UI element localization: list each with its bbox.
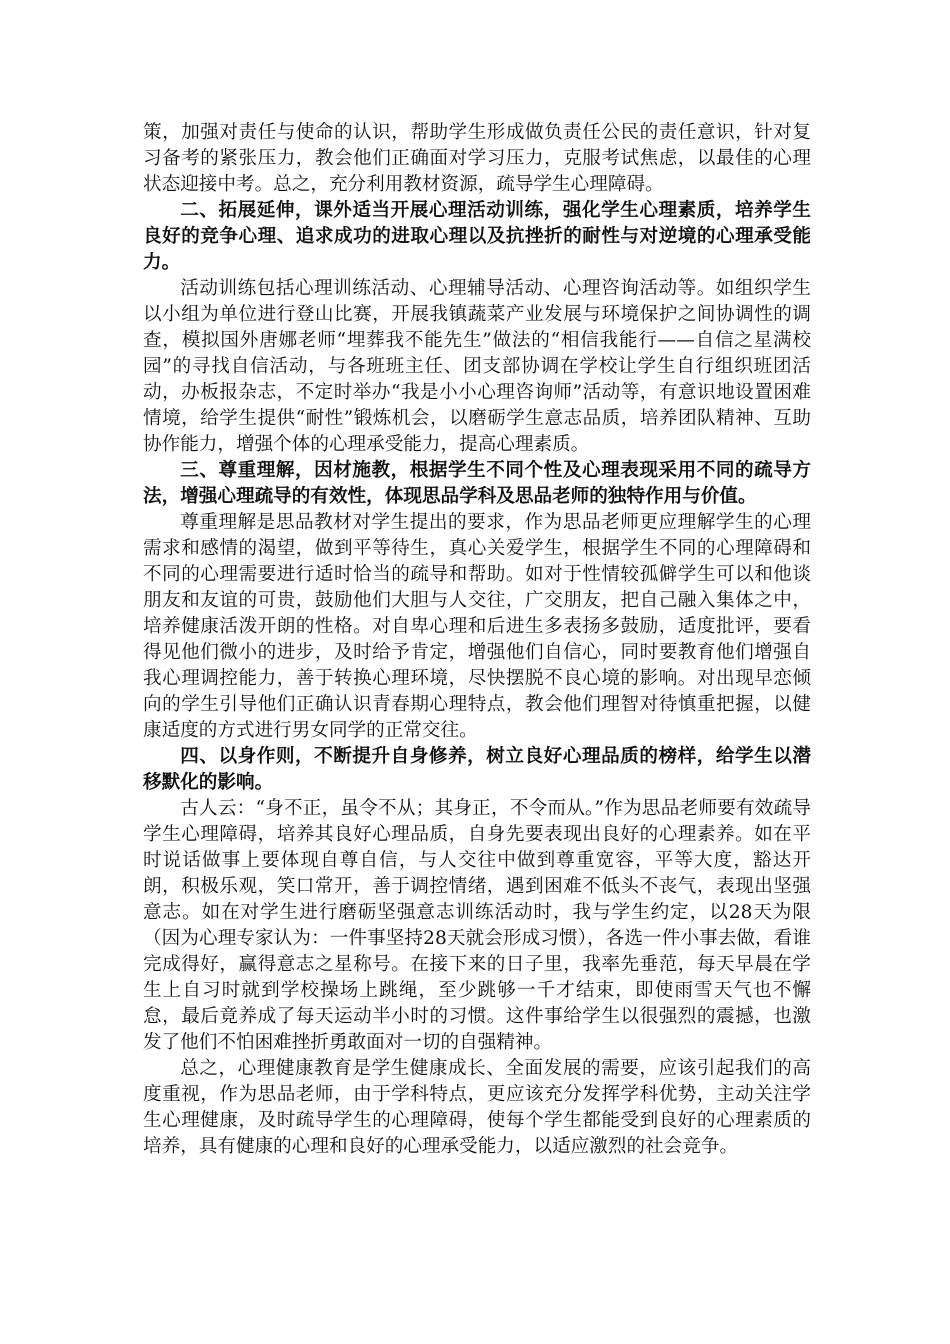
section-heading-3: 三、尊重理解，因材施教，根据学生不同个性及心理表现采用不同的疏导方法，增强心理疏导的有效性，体现思品学科及思品老师的独特作用与价值。 [143, 460, 811, 507]
paragraph-intro-continuation: 策，加强对责任与使命的认识，帮助学生形成做负责任公民的责任意识，针对复习备考的紧张压力，教会他们正确面对学习压力，克服考试焦虑，以最佳的心理状态迎接中考。总之，充分利用教材资源，疏导学生心理障碍。 [143, 122, 811, 195]
paragraph-respect-understanding: 尊重理解是思品教材对学生提出的要求，作为思品老师更应理解学生的心理需求和感情的渴望，做到平等待生，真心关爱学生，根据学生不同的心理障碍和不同的心理需要进行适时恰当的疏导和帮助。如对于性情较孤僻学生可以和他谈朋友和友谊的可贵，鼓励他们大胆与人交往，广交朋友，把自己融入集体之中，培养健康活泼开朗的性格。对自卑心理和后进生多表扬多鼓励，适度批评，要看得见他们微小的进步，及时给予肯定，增强他们自信心，同时要教育他们增强自我心理调控能力，善于转换心理环境，尽快摆脱不良心境的影响。对出现早恋倾向的学生引导他们正确认识青春期心理特点，教会他们理智对待慎重把握，以健康适度的方式进行男女同学的正常交往。 [143, 512, 811, 741]
paragraph-conclusion: 总之，心理健康教育是学生健康成长、全面发展的需要，应该引起我们的高度重视，作为思品老师，由于学科特点，更应该充分发挥学科优势，主动关注学生心理健康，及时疏导学生的心理障碍，使每个学生都能受到良好的心理素质的培养，具有健康的心理和良好的心理承受能力，以适应激烈的社会竞争。 [143, 1058, 811, 1157]
paragraph-activity-training: 活动训练包括心理训练活动、心理辅导活动、心理咨询活动等。如组织学生以小组为单位进行登山比赛，开展我镇蔬菜产业发展与环境保护之间协调性的调查，模拟国外唐娜老师“埋葬我不能先生”做法的“相信我能行——自信之星满校园”的寻找自信活动，与各班班主任、团支部协调在学校让学生自行组织班团活动，办板报杂志，不定时举办“我是小小心理咨询师”活动等，有意识地设置困难情境，给学生提供“耐性”锻炼机会，以磨砺学生意志品质，培养团队精神、互助协作能力，增强个体的心理承受能力，提高心理素质。 [143, 278, 811, 455]
paragraph-lead-by-example: 古人云：“身不正，虽令不从；其身正，不令而从。”作为思品老师要有效疏导学生心理障碍，培养其良好心理品质，自身先要表现出良好的心理素养。如在平时说话做事上要体现自尊自信，与人交往中做到尊重宽容，平等大度，豁达开朗，积极乐观，笑口常开，善于调控情绪，遇到困难不低头不丧气，表现出坚强意志。如在对学生进行磨砺坚强意志训练活动时，我与学生约定，以28天为限（因为心理专家认为：一件事坚持28天就会形成习惯），各选一件小事去做，看谁完成得好，赢得意志之星称号。在接下来的日子里，我率先垂范，每天早晨在学生上自习时就到学校操场上跳绳，至少跳够一千才结束，即使雨雪天气也不懈怠，最后竟养成了每天运动半小时的习惯。这件事给学生以很强烈的震撼，也激发了他们不怕困难挫折勇敢面对一切的自强精神。 [143, 798, 811, 1053]
section-heading-4: 四、以身作则，不断提升自身修养，树立良好心理品质的榜样，给学生以潜移默化的影响。 [143, 746, 811, 793]
document-page [143, 120, 811, 1160]
section-heading-2: 二、拓展延伸，课外适当开展心理活动训练，强化学生心理素质，培养学生良好的竞争心理、追求成功的进取心理以及抗挫折的耐性与对逆境的心理承受能力。 [143, 200, 811, 273]
